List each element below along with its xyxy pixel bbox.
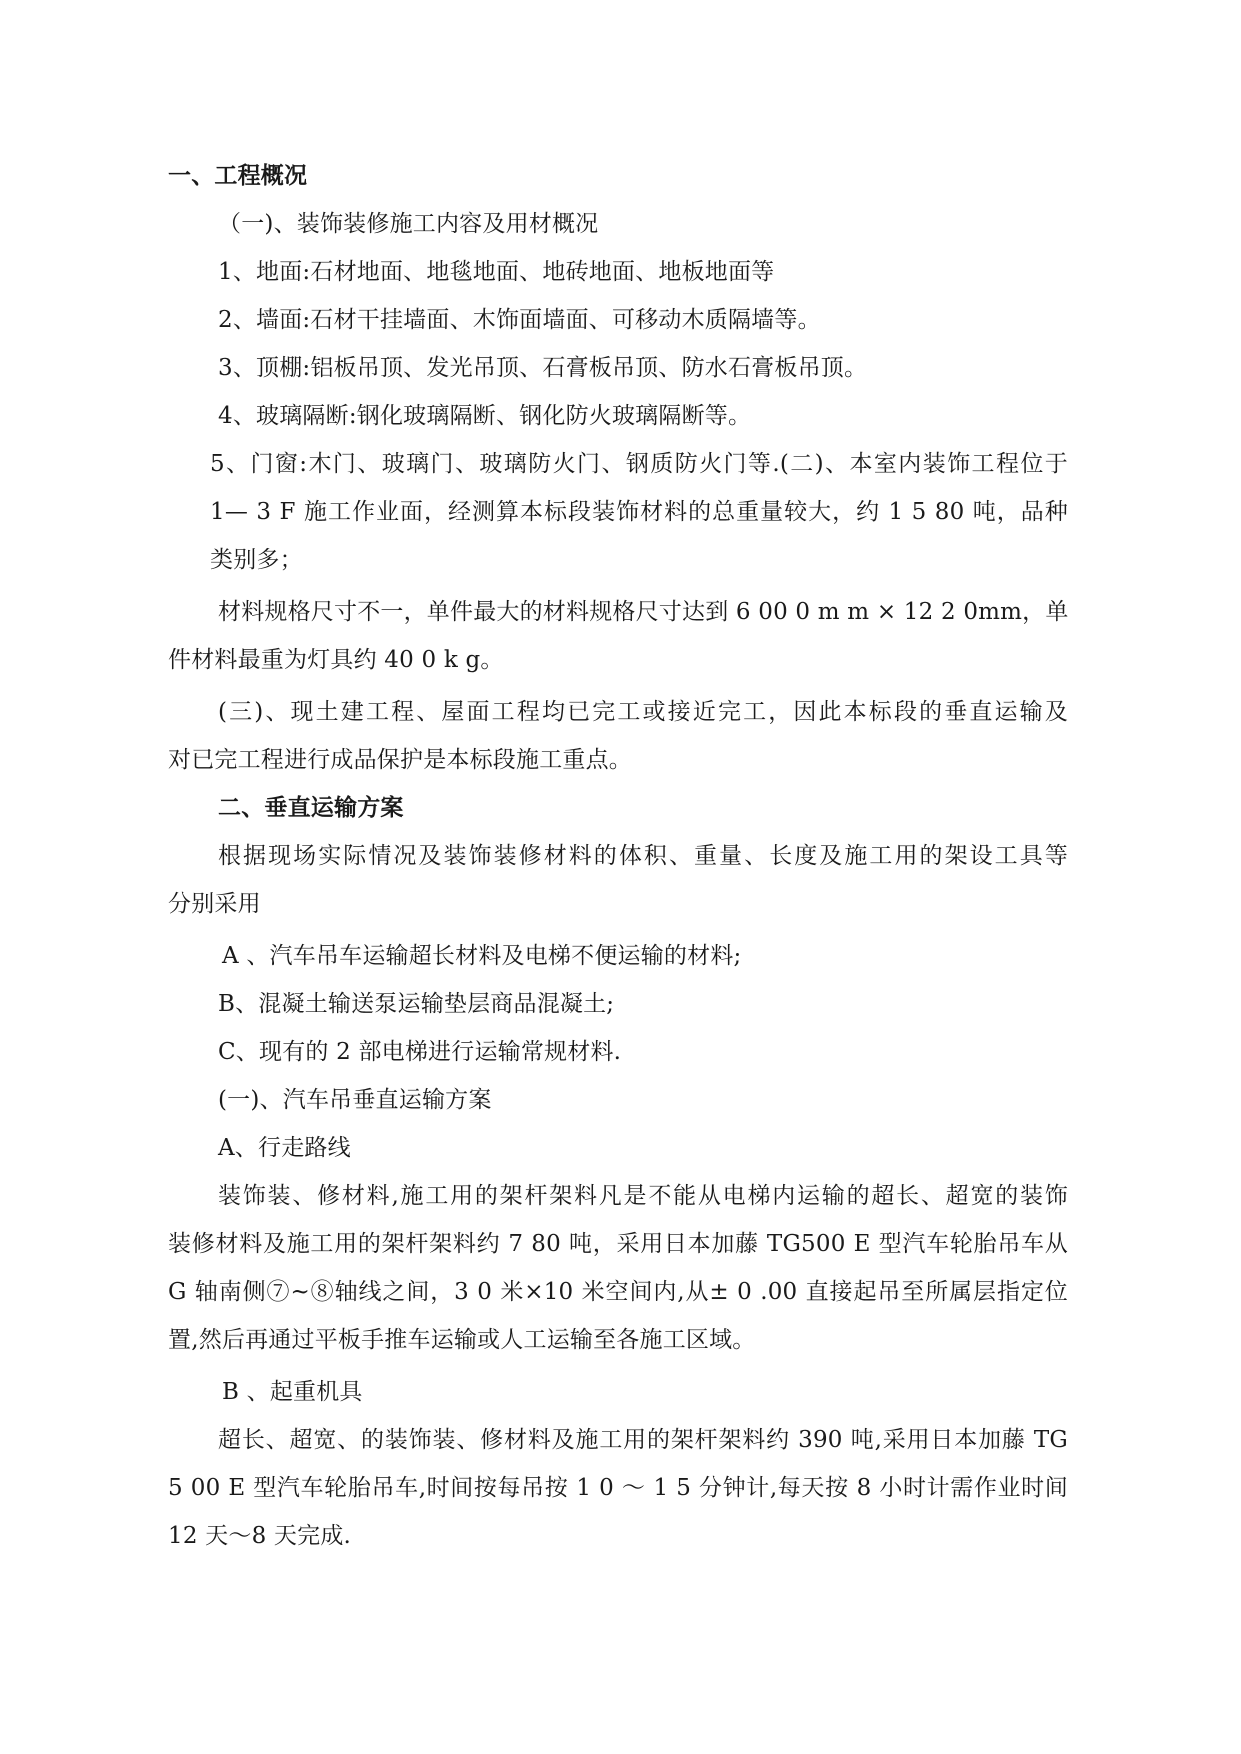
subsection-heading: （一)、装饰装修施工内容及用材概况 — [218, 211, 599, 237]
subsection-heading: (一)、汽车吊垂直运输方案 — [218, 1087, 492, 1113]
paragraph-line: 类别多； — [210, 547, 303, 573]
section-heading-2: 二、垂直运输方案 — [218, 795, 404, 821]
paragraph-line: 分别采用 — [168, 891, 261, 917]
paragraph-line: 对已完工程进行成品保护是本标段施工重点。 — [168, 747, 632, 773]
list-item: 2、墙面:石材干挂墙面、木饰面墙面、可移动木质隔墙等。 — [218, 307, 821, 333]
paragraph-line: 件材料最重为灯具约 40 0 k g。 — [168, 647, 504, 673]
paragraph-line: 材料规格尺寸不一，单件最大的材料规格尺寸达到 6 00 0 m m × 12 2 0mm，单 — [218, 599, 1069, 625]
list-item: B、混凝土输送泵运输垫层商品混凝土; — [218, 991, 615, 1017]
list-item: 1、地面:石材地面、地毯地面、地砖地面、地板地面等 — [218, 259, 775, 285]
list-item: 4、玻璃隔断:钢化玻璃隔断、钢化防火玻璃隔断等。 — [218, 403, 752, 429]
list-item: 3、顶棚:铝板吊顶、发光吊顶、石膏板吊顶、防水石膏板吊顶。 — [218, 355, 868, 381]
paragraph-line: 1— 3 F 施工作业面，经测算本标段装饰材料的总重量较大，约 1 5 80 吨，品种 — [210, 499, 1068, 525]
paragraph-line: 5、门窗:木门、玻璃门、玻璃防火门、钢质防火门等.(二)、本室内装饰工程位于 — [210, 451, 1068, 477]
paragraph-line: G 轴南侧⑦~⑧轴线之间，3 0 米×10 米空间内,从± 0 .00 直接起吊至所属层指定位 — [168, 1279, 1068, 1305]
paragraph-line: 5 00 E 型汽车轮胎吊车,时间按每吊按 1 0 ～ 1 5 分钟计,每天按 8 小时计需作业时间 — [168, 1475, 1068, 1501]
list-item: A 、汽车吊车运输超长材料及电梯不便运输的材料; — [222, 943, 742, 969]
paragraph-line: (三)、现土建工程、屋面工程均已完工或接近完工，因此本标段的垂直运输及 — [218, 699, 1068, 725]
paragraph-line: 置,然后再通过平板手推车运输或人工运输至各施工区域。 — [168, 1327, 756, 1353]
subsection-heading: B 、起重机具 — [222, 1379, 363, 1405]
paragraph-line: 根据现场实际情况及装饰装修材料的体积、重量、长度及施工用的架设工具等 — [218, 843, 1068, 869]
paragraph-line: 12 天～8 天完成. — [168, 1523, 352, 1549]
list-item: C、现有的 2 部电梯进行运输常规材料. — [218, 1039, 622, 1065]
subsection-heading: A、行走路线 — [218, 1135, 351, 1161]
paragraph-line: 装修材料及施工用的架杆架料约 7 80 吨，采用日本加藤 TG500 E 型汽车轮胎吊车从 — [168, 1231, 1068, 1257]
paragraph-line: 装饰装、修材料,施工用的架杆架料凡是不能从电梯内运输的超长、超宽的装饰 — [218, 1183, 1068, 1209]
paragraph-line: 超长、超宽、的装饰装、修材料及施工用的架杆架料约 390 吨,采用日本加藤 TG — [218, 1427, 1068, 1453]
section-heading-1: 一、工程概况 — [168, 163, 308, 189]
